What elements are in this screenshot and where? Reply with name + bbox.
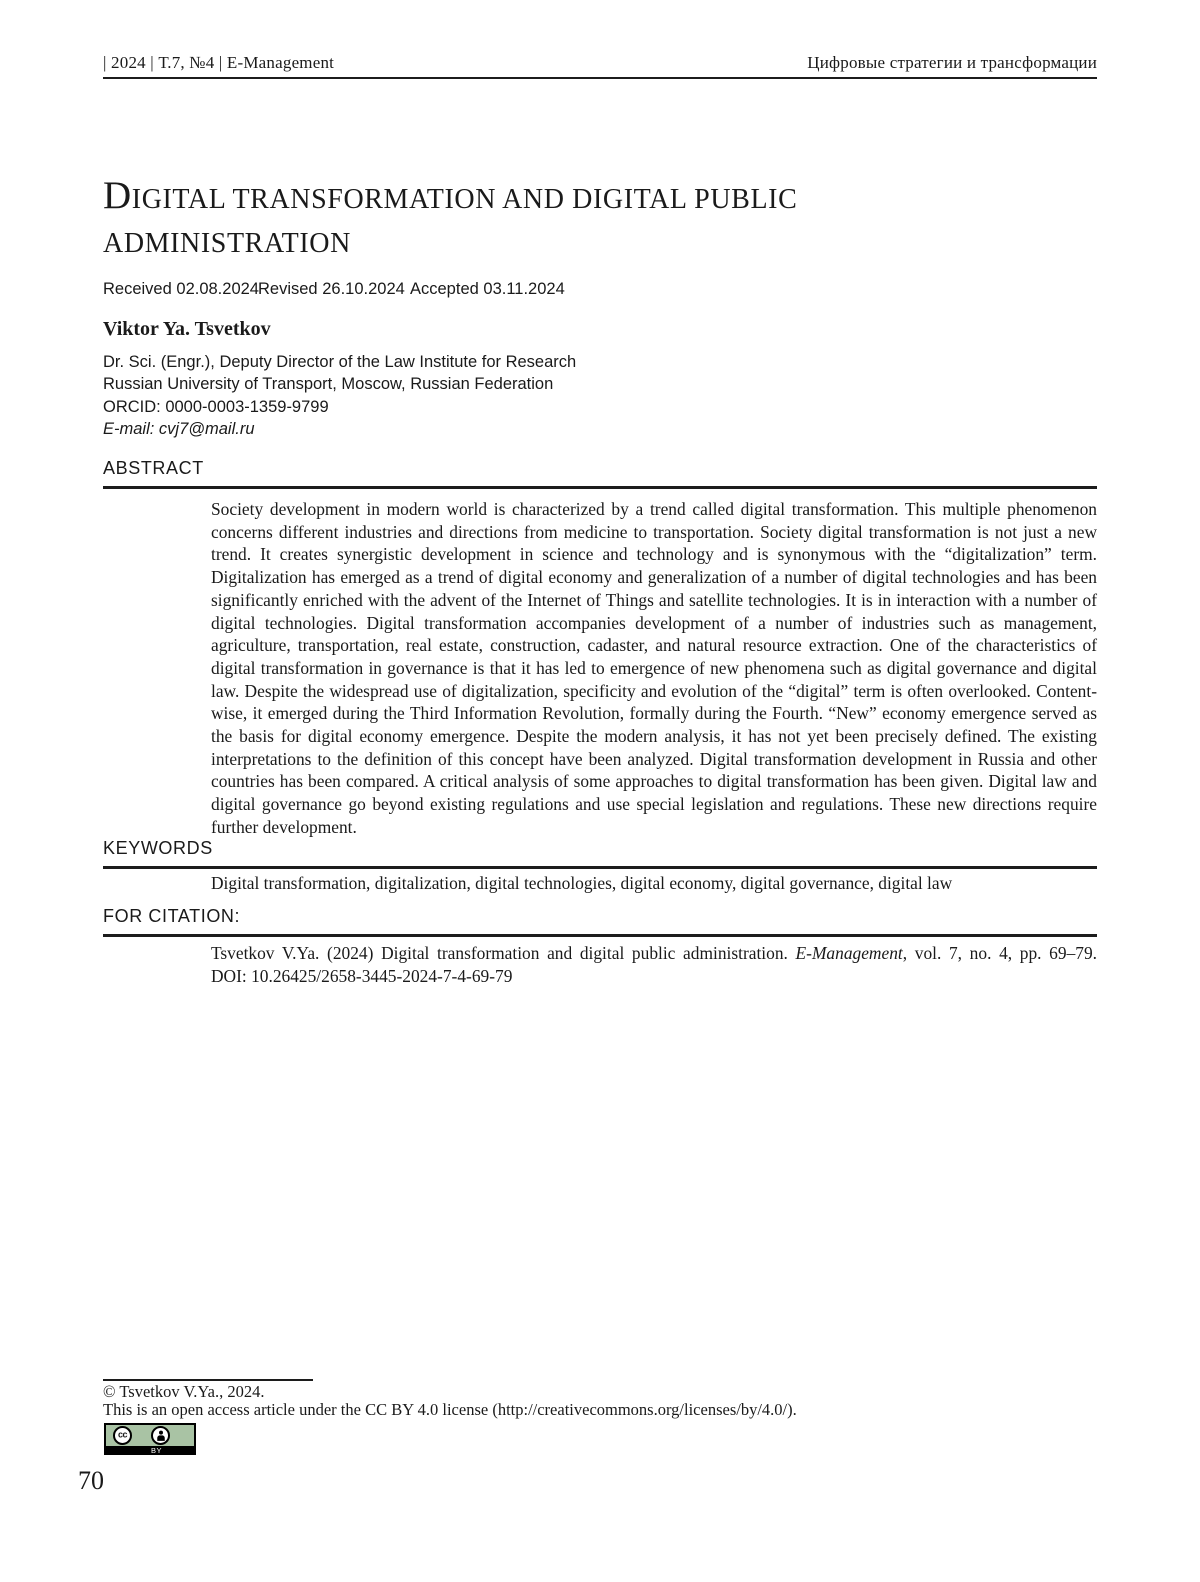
cc-by-license-badge [104,1423,196,1455]
citation-before-journal: Tsvetkov V.Ya. (2024) Digital transformation and digital public administration. [211,943,796,963]
author-affiliation: Russian University of Transport, Moscow, Russian Federation [103,375,554,394]
date-received [103,280,259,299]
article-title-line-1: DIGITAL TRANSFORMATION AND DIGITAL PUBLIC [103,174,798,217]
cc-icon [113,1426,132,1445]
date-received-value: 02.08.2024 [176,280,259,298]
cc-by-label: BY [151,1446,163,1455]
article-title-line-2: ADMINISTRATION [103,228,351,259]
date-revised-label: Revised [258,280,318,298]
date-revised-value: 26.10.2024 [322,280,405,298]
abstract-heading: ABSTRACT [103,458,1097,489]
person-icon-glyph [156,1430,166,1441]
running-head [103,53,1097,73]
header-rule [103,77,1097,79]
date-revised [258,280,405,299]
date-received-label: Received [103,280,172,298]
citation-journal-name: E-Management [795,943,903,963]
author-email: E-mail: cvj7@mail.ru [103,420,255,439]
article-title [103,174,943,266]
author-name: Viktor Ya. Tsvetkov [103,318,271,340]
citation-line-1 [211,942,1097,965]
submission-dates [103,280,703,302]
person-icon [151,1426,170,1445]
abstract-text: Society development in modern world is characterized by a trend called digital transformation. This multiple phenomenon concerns different industries and directions from medicine to transportation. Society digital transformation is not just a new trend. It creates synergistic development in science and technology and is synonymous with the “digitalization” term. Digitalization has emerged as a trend of digital economy and generalization of a number of digital technologies and has been significantly enriched with the advent of the Internet of Things and satellite technologies. It is in interaction with a number of digital technologies. Digital transformation accompanies development of a number of industries such as management, agriculture, transportation, real estate, construction, cadaster, and natural resource extraction. One of the characteristics of digital transformation in governance is that it has led to emergence of new phenomena such as digital governance and digital law. Despite the widespread use of digitalization, specificity and evolution of the “digital” term is often overlooked. Content-wise, it emerged during the Third Information Revolution, formally during the Fourth. “New” economy emergence served as the basis for digital economy emergence. Despite the modern analysis, it has not yet been precisely defined. The existing interpretations to the definition of this concept have been analyzed. Digital transformation development in Russia and other countries has been compared. A critical analysis of some approaches to digital transformation has been given. Digital law and digital governance go beyond existing regulations and use special legislation and regulations. These new directions require further development. [211,499,1097,837]
footer-license: This is an open access article under the CC BY 4.0 license (http://creativecommons.org/licenses/by/4.0/). [103,1400,797,1419]
header-issue-info: | 2024 | Т.7, №4 | E-Management [103,53,335,72]
citation-after-journal: , vol. 7, no. 4, pp. 69–79. [902,943,1097,963]
citation-heading: FOR CITATION: [103,906,1097,937]
date-accepted-label: Accepted [410,280,479,298]
footer-rule [103,1379,313,1381]
footer-copyright: © Tsvetkov V.Ya., 2024. [103,1382,265,1401]
keywords-text: Digital transformation, digitalization, digital technologies, digital economy, digital governance, digital law [211,873,953,893]
author-orcid: ORCID: 0000-0003-1359-9799 [103,397,329,416]
date-accepted [410,280,565,299]
cc-badge-strip [104,1446,196,1455]
keywords-heading: KEYWORDS [103,838,1097,869]
cc-icon-label: cc [117,1429,127,1440]
page-number: 70 [78,1466,104,1495]
header-section-title: Цифровые стратегии и трансформации [807,53,1097,72]
date-accepted-value: 03.11.2024 [483,280,565,298]
author-details [103,351,803,441]
citation-doi: DOI: 10.26425/2658-3445-2024-7-4-69-79 [211,966,513,986]
author-position: Dr. Sci. (Engr.), Deputy Director of the Law Institute for Research [103,353,577,371]
citation-text [211,942,1097,988]
